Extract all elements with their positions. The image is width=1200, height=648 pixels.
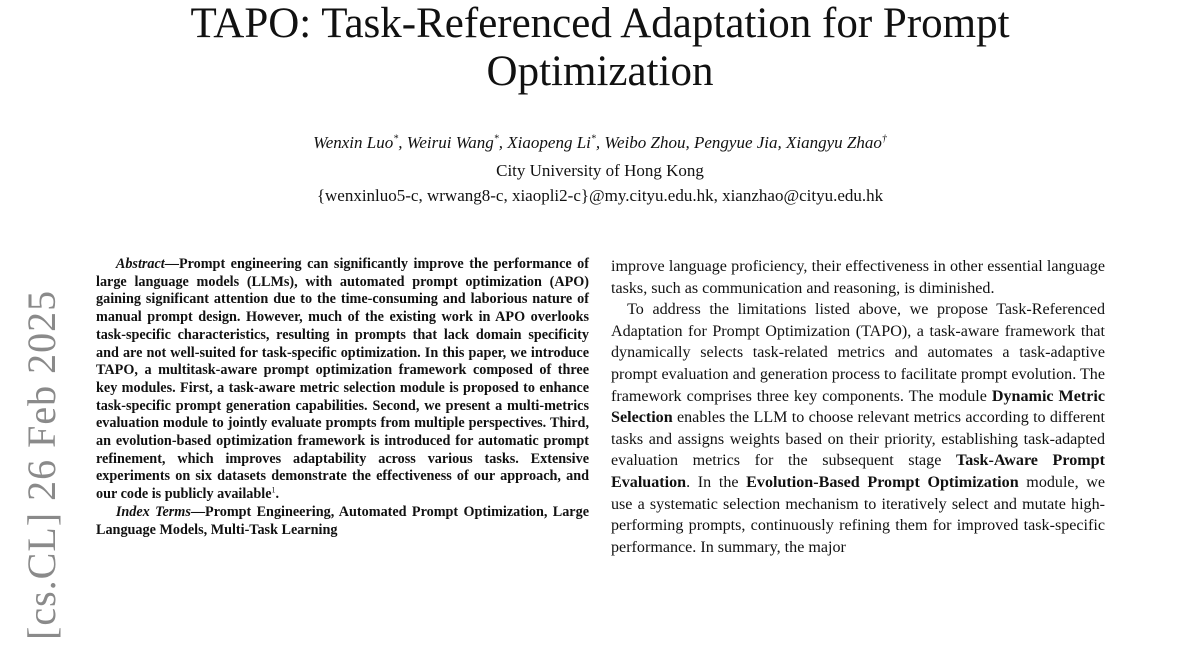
- author-name: Pengyue Jia: [693, 133, 778, 152]
- abstract-column: [96, 256, 589, 539]
- author-mark: *: [393, 133, 399, 145]
- abstract-paragraph: [96, 256, 589, 504]
- abstract-text: Prompt engineering can significantly improve the performance of large language models (LLMs), with automated prompt optimization (APO) gaining significant attention due to the time-consuming and laborious nature of manual prompt design. However, much of the existing work in APO overlooks task-specific characteristics, resulting in prompts that lack domain specificity and are not well-suited for task-specific optimization. In this paper, we introduce TAPO, a multitask-aware prompt optimization framework composed of three key modules. First, a task-aware metric selection module is proposed to enhance task-specific prompt generation capabilities. Second, we present a multi-metrics evaluation module to jointly evaluate prompts from multiple perspectives. Third, an evolution-based optimization framework is introduced for automatic prompt refinement, which improves adaptability across various tasks. Extensive experiments on six datasets demonstrate the effectiveness of our approach, and our code is publicly available: [96, 256, 589, 503]
- paper-title: TAPO: Task-Referenced Adaptation for Prompt Optimization: [190, 0, 1010, 95]
- index-terms-dash: —: [190, 503, 206, 520]
- body-paragraph: improve language proficiency, their effectiveness in other essential language tasks, such as communication and reasoning, is diminished.: [611, 258, 1105, 297]
- index-terms-paragraph: [96, 504, 589, 539]
- author-mark: †: [881, 133, 887, 145]
- index-terms-text: Prompt Engineering, Automated Prompt Optimization, Large Language Models, Multi-Task Learning: [96, 503, 589, 538]
- author-mark: *: [590, 133, 596, 145]
- body-text: module, we use a systematic selection mechanism to iteratively select and mutate high-performing prompts, continuously refining them for improved task-specific performance. In summary, the major: [611, 473, 1105, 556]
- index-terms-label: Index Terms: [115, 503, 191, 520]
- author-name: Weirui Wang: [406, 133, 494, 152]
- author-name: Xiangyu Zhao: [786, 133, 882, 152]
- abstract-label: Abstract: [115, 256, 165, 272]
- body-text: enables the LLM to choose relevant metrics according to different tasks and assigns weights based on their priority, establishing task-adapted evaluation metrics for the subsequent stage: [611, 409, 1105, 470]
- footnote-mark[interactable]: 1: [271, 485, 276, 495]
- body-text: . In the: [686, 473, 747, 491]
- author-list: Wenxin Luo*, Weirui Wang*, Xiaopeng Li*, Weibo Zhou, Pengyue Jia, Xiangyu Zhao†: [313, 133, 887, 152]
- bold-term: Evolution-Based Prompt Optimization: [746, 473, 1019, 491]
- author-name: Wenxin Luo: [313, 133, 394, 152]
- author-name: Xiaopeng Li: [507, 133, 591, 152]
- affiliation: City University of Hong Kong: [496, 161, 704, 180]
- bold-term: Dynamic Metric Selection: [611, 387, 1105, 427]
- body-paragraph: [611, 299, 1105, 558]
- author-mark: *: [493, 133, 499, 145]
- arxiv-identifier: [cs.CL] 26 Feb 2025: [19, 289, 64, 640]
- abstract-end: .: [275, 486, 280, 503]
- bold-term: Task-Aware Prompt Evaluation: [611, 452, 1105, 491]
- abstract-dash: —: [164, 256, 179, 272]
- author-name: Weibo Zhou: [604, 133, 686, 152]
- email-list[interactable]: {wenxinluo5-c, wrwang8-c, xiaopli2-c}@my.cityu.edu.hk, xianzhao@cityu.edu.hk: [316, 186, 884, 205]
- body-column: [611, 256, 1105, 558]
- body-text: To address the limitations listed above, we propose Task-Referenced Adaptation for Prompt Optimization (TAPO), a task-aware framework that dynamically selects task-related metrics and automates a task-adaptive prompt evaluation and generation process to facilitate prompt evolution. The framework comprises three key components. The module: [611, 301, 1105, 405]
